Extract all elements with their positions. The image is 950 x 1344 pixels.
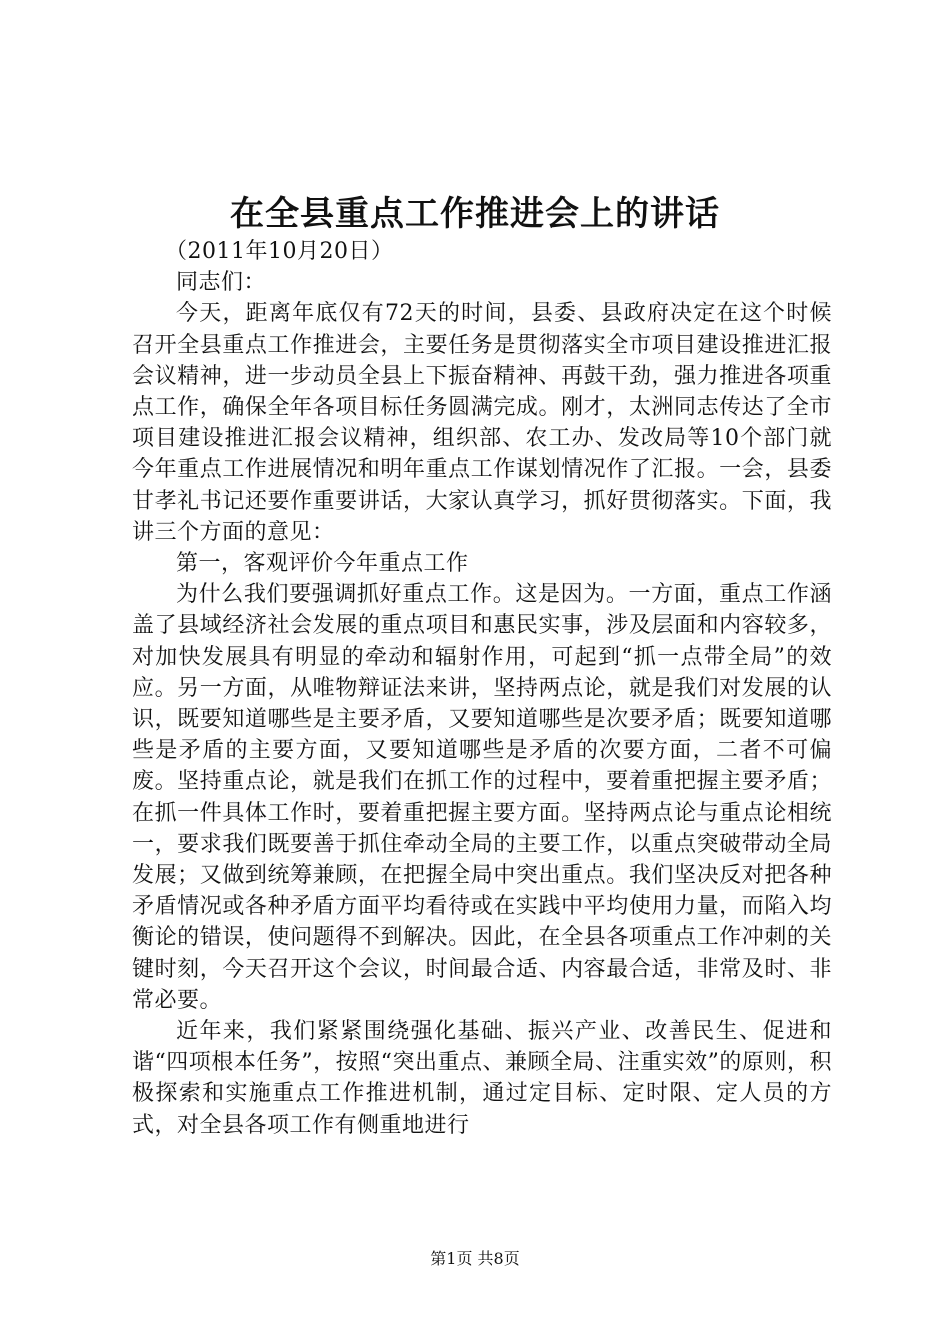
paragraph-recent-years: 近年来，我们紧紧围绕强化基础、振兴产业、改善民生、促进和谐“四项根本任务”，按照“突出重点、兼顾全局、注重实效”的原则，积极探索和实施重点工作推进机制，通过定目标、定时限、定人员的方式，对全县各项工作有侧重地进行: [132, 1019, 832, 1138]
paragraph-intro: 今天，距离年底仅有72天的时间，县委、县政府决定在这个时候召开全县重点工作推进会，主要任务是贯彻落实全市项目建设推进汇报会议精神，进一步动员全县上下振奋精神、再鼓干劲，强力推进各项重点工作，确保全年各项目标任务圆满完成。刚才，太洲同志传达了全市项目建设推进汇报会议精神，组织部、农工办、发改局等10个部门就今年重点工作进展情况和明年重点工作谋划情况作了汇报。一会，县委甘孝礼书记还要作重要讲话，大家认真学习，抓好贯彻落实。下面，我讲三个方面的意见：: [132, 301, 832, 545]
salutation: 同志们：: [176, 270, 267, 296]
section-heading-1: 第一，客观评价今年重点工作: [176, 551, 469, 577]
paragraph-why-key-work: 为什么我们要强调抓好重点工作。这是因为。一方面，重点工作涵盖了县域经济社会发展的重点项目和惠民实事，涉及层面和内容较多，对加快发展具有明显的牵动和辐射作用，可起到“抓一点带全局”的效应。另一方面，从唯物辩证法来讲，坚持两点论，就是我们对发展的认识，既要知道哪些是主要矛盾，又要知道哪些是次要矛盾；既要知道哪些是矛盾的主要方面，又要知道哪些是矛盾的次要方面，二者不可偏废。坚持重点论，就是我们在抓工作的过程中，要着重把握主要矛盾；在抓一件具体工作时，要着重把握主要方面。坚持两点论与重点论相统一，要求我们既要善于抓住牵动全局的主要工作，以重点突破带动全局发展；又做到统筹兼顾，在把握全局中突出重点。我们坚决反对把各种矛盾情况或各种矛盾方面平均看待或在实践中平均使用力量，而陷入均衡论的错误，使问题得不到解决。因此，在全县各项重点工作冲刺的关键时刻，今天召开这个会议，时间最合适、内容最合适，非常及时、非常必要。: [132, 582, 832, 1013]
document-date: （2011年10月20日）: [165, 239, 394, 264]
document-title: 在全县重点工作推进会上的讲话: [230, 194, 720, 234]
document-body: [132, 236, 832, 1141]
page-number-footer: 第1页 共8页: [430, 1249, 520, 1268]
